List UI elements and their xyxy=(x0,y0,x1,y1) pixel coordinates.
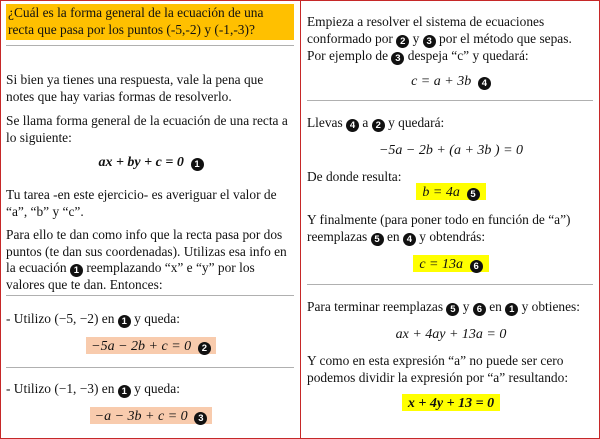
number-badge-5: 5 xyxy=(446,303,459,316)
question-title: ¿Cuál es la forma general de la ecuación de una recta que pasa por los puntos (-5,-2) y (-1,-3)? xyxy=(6,4,294,40)
paragraph-result: De donde resulta: xyxy=(307,169,402,184)
paragraph-intro: Si bien ya tienes una respuesta, vale la pena que notes que hay varias formas de resolverlo. xyxy=(6,72,264,104)
number-badge-4: 4 xyxy=(346,119,359,132)
paragraph-task: Tu tarea -en este ejercicio- es averiguar el valor de “a”, “b” y “c”. xyxy=(6,187,277,219)
number-badge-3: 3 xyxy=(391,52,404,65)
separator xyxy=(6,367,294,368)
number-badge-1: 1 xyxy=(191,158,204,171)
equation-general: ax + by + c = 0 1 xyxy=(6,154,296,172)
equation-4: c = a + 3b 4 xyxy=(307,73,595,91)
number-badge-1: 1 xyxy=(118,385,131,398)
paragraph-divide: Y como en esta expresión “a” no puede ser cero podemos dividir la expresión por “a” resultando: xyxy=(307,353,569,385)
equation-6: b = 4a 5 xyxy=(307,184,595,202)
number-badge-2: 2 xyxy=(396,35,409,48)
number-badge-1: 1 xyxy=(70,264,83,277)
equation-7: c = 13a 6 xyxy=(307,256,595,274)
number-badge-4: 4 xyxy=(403,233,416,246)
equation-5: −5a − 2b + (a + 3b ) = 0 xyxy=(378,143,524,158)
equation-3: −a − 3b + c = 0 3 xyxy=(6,408,296,426)
paragraph-system: Empieza a resolver el sistema de ecuaciones conformado por 2 y 3 por el método que sepas. Por ejemplo de 3 despeja “c” y quedará: xyxy=(307,14,572,64)
number-badge-6: 6 xyxy=(470,260,483,273)
number-badge-2: 2 xyxy=(198,342,211,355)
separator xyxy=(307,284,593,285)
paragraph-points: Para ello te dan como info que la recta pasa por dos puntos (te dan sus coordenadas). Utilizas esa info en la ecuación 1 reemplazando “x” e “y” por los valores que te dan. Entonces: xyxy=(6,227,287,292)
number-badge-2: 2 xyxy=(372,119,385,132)
number-badge-5: 5 xyxy=(371,233,384,246)
use-point-2: - Utilizo (−1, −3) en 1 y queda: xyxy=(6,381,180,397)
equation-8: ax + 4ay + 13a = 0 xyxy=(395,327,507,342)
column-divider xyxy=(300,0,301,439)
paragraph-conclude: Para terminar reemplazas 5 y 6 en 1 y obtienes: xyxy=(307,299,580,315)
number-badge-1: 1 xyxy=(118,315,131,328)
separator xyxy=(6,295,294,296)
paragraph-definition: Se llama forma general de la ecuación de una recta a lo siguiente: xyxy=(6,113,288,145)
number-badge-3: 3 xyxy=(423,35,436,48)
paragraph-finally: Y finalmente (para poner todo en función de “a”) reemplazas 5 en 4 y obtendrás: xyxy=(307,212,571,245)
equation-2: −5a − 2b + c = 0 2 xyxy=(6,338,296,356)
paragraph-substitute: Llevas 4 a 2 y quedará: xyxy=(307,115,445,131)
use-point-1: - Utilizo (−5, −2) en 1 y queda: xyxy=(6,311,180,327)
number-badge-5: 5 xyxy=(467,188,480,201)
number-badge-3: 3 xyxy=(194,412,207,425)
number-badge-1: 1 xyxy=(505,303,518,316)
separator xyxy=(307,100,593,101)
separator xyxy=(6,45,294,46)
equation-final: x + 4y + 13 = 0 xyxy=(307,395,595,413)
number-badge-4: 4 xyxy=(478,77,491,90)
number-badge-6: 6 xyxy=(473,303,486,316)
